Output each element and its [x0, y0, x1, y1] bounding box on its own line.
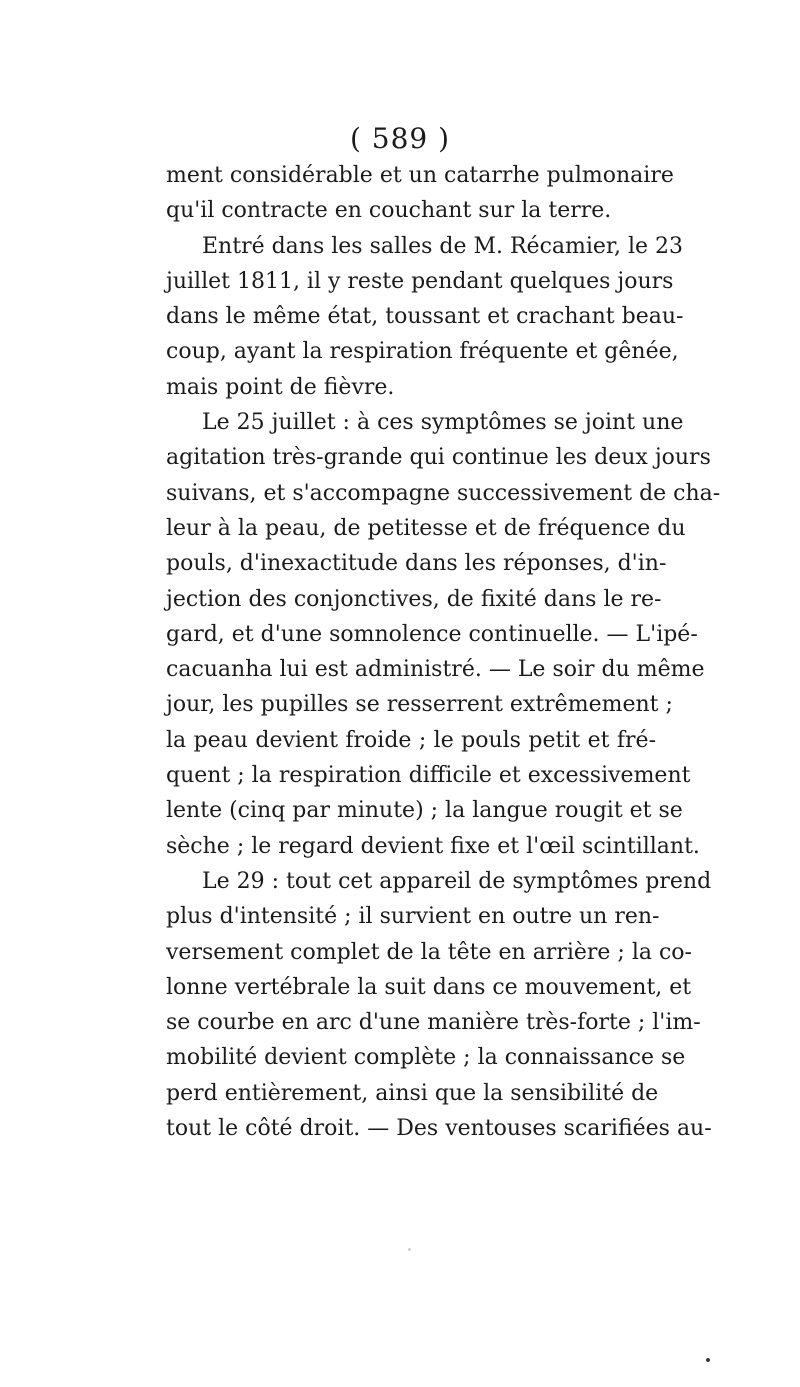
text-line: mobilité devient complète ; la connaissance se [166, 1045, 686, 1071]
text-line: dans le même état, toussant et crachant beau- [166, 304, 684, 330]
text-line: cacuanha lui est administré. — Le soir du même [166, 657, 705, 683]
page-number: ( 589 ) [349, 122, 451, 155]
ink-speck [706, 1358, 710, 1362]
text-line: Le 25 juillet : à ces symptômes se joint une [202, 410, 684, 436]
text-line: sèche ; le regard devient fixe et l'œil scintillant. [166, 833, 700, 859]
text-line: Le 29 : tout cet appareil de symptômes prend [202, 868, 712, 894]
text-line: pouls, d'inexactitude dans les réponses, d'in- [166, 551, 667, 577]
text-line: agitation très-grande qui continue les deux jours [166, 445, 711, 471]
text-line: lonne vertébrale la suit dans ce mouvement, et [166, 974, 692, 1000]
text-line: jour, les pupilles se resserrent extrêmement ; [166, 692, 673, 718]
text-line: jection des conjonctives, de fixité dans le re- [166, 586, 662, 612]
text-line: lente (cinq par minute) ; la langue rougit et se [166, 798, 683, 824]
text-line: se courbe en arc d'une manière très-forte ; l'im- [166, 1010, 701, 1036]
text-line: suivans, et s'accompagne successivement de cha- [166, 480, 721, 506]
text-line: la peau devient froide ; le pouls petit et fré- [166, 727, 656, 753]
text-line: Entré dans les salles de M. Récamier, le 23 [202, 233, 684, 259]
text-line: coup, ayant la respiration fréquente et gênée, [166, 339, 679, 365]
text-line: leur à la peau, de petitesse et de fréquence du [166, 515, 686, 541]
text-line: juillet 1811, il y reste pendant quelques jours [166, 268, 674, 294]
body-text [166, 158, 721, 1146]
text-line: tout le côté droit. — Des ventouses scarifiées au- [166, 1116, 712, 1142]
text-line: gard, et d'une somnolence continuelle. — L'ipé- [166, 621, 698, 647]
text-line: perd entièrement, ainsi que la sensibilité de [166, 1080, 659, 1106]
text-line: plus d'intensité ; il survient en outre un ren- [166, 904, 660, 930]
text-line: ment considérable et un catarrhe pulmonaire [166, 163, 674, 188]
ink-speck [408, 1248, 411, 1251]
text-line: qu'il contracte en couchant sur la terre. [166, 198, 612, 224]
text-line: quent ; la respiration difficile et excessivement [166, 763, 691, 789]
text-line: versement complet de la tête en arrière ; la co- [166, 939, 692, 965]
text-line: mais point de fièvre. [166, 374, 395, 400]
